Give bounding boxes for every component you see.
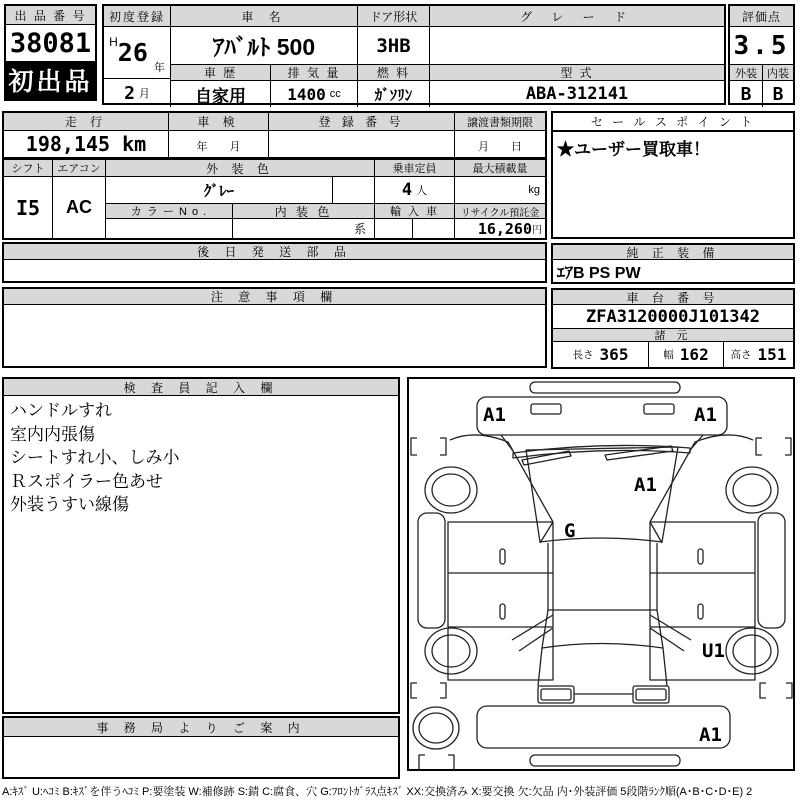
mileage-value: 198,145 km (25, 132, 147, 156)
car-diagram (409, 379, 793, 769)
equipment-header: 純 正 装 備 (553, 245, 793, 260)
aircon-header: エアコン (52, 160, 105, 177)
ext-color-header: 外 装 色 (105, 160, 374, 177)
inspection-header: 車 検 (168, 113, 268, 131)
capacity-header: 乗車定員 (374, 160, 454, 177)
score-header: 評価点 (730, 6, 793, 27)
parts-block (2, 242, 547, 283)
ext-color-extra-cell (332, 177, 374, 203)
cautions-value (4, 305, 545, 366)
spare-tire-inner (419, 713, 453, 743)
door-handle-right-front (698, 549, 703, 564)
length-value: 365 (599, 345, 629, 364)
sales-point-value: ★ユーザー買取車！ (557, 140, 710, 159)
cautions-header: 注 意 事 項 欄 (4, 289, 545, 305)
reg-no-header: 登 録 番 号 (268, 113, 454, 131)
recycle-unit: 円 (532, 225, 542, 236)
inspector-note: シートすれ小、しみ小 (10, 448, 180, 467)
grade-value (429, 27, 724, 64)
mileage-header: 走 行 (4, 113, 168, 131)
auction-number-value: 38081 (9, 27, 92, 59)
tail-light-left-inner (541, 689, 571, 700)
inspector-note: 室内内張傷 (10, 424, 95, 444)
history-header: 車 歴 (170, 64, 270, 81)
transfer-header: 譲渡書類期限 (454, 113, 545, 131)
inspection-value: 年 月 (168, 131, 268, 157)
rear-bumper (477, 706, 730, 748)
a-pillar-fold-left (540, 522, 553, 543)
first-reg-header: 初度登録 (104, 6, 170, 27)
model-code-header: 型 式 (429, 64, 724, 81)
interior-grade-header: 内装 (762, 64, 793, 81)
first-reg-value (104, 27, 170, 78)
inspector-note: ハンドルすれ (10, 401, 112, 420)
int-color-header: 内 装 色 (232, 203, 374, 219)
sales-point-header: セ ー ル ス ポ イ ン ト (553, 113, 793, 132)
length-label: 長さ (572, 349, 594, 361)
c-pillar-fold-right (650, 615, 691, 651)
recycle-value (454, 219, 545, 238)
mark-rear-bumper-right: A1 (699, 724, 722, 746)
import-header: 輸 入 車 (374, 203, 454, 219)
max-load-header: 最大積載量 (454, 160, 545, 177)
first-listing-badge: 初出品 (6, 61, 95, 99)
tire-bracket-front-left (411, 438, 446, 455)
fuel-header: 燃 料 (357, 64, 429, 81)
color-no-header: カ ラ ー N o . (105, 203, 232, 219)
height-label: 高さ (730, 349, 752, 361)
front-molding (530, 382, 680, 393)
import-cell-b (412, 219, 454, 238)
mark-front-bumper-right: A1 (694, 404, 717, 426)
fuel-value: ｶﾞｿﾘﾝ (357, 81, 429, 107)
car-name-header: 車 名 (170, 6, 357, 27)
chassis-block (551, 288, 795, 369)
first-reg-era: H (109, 35, 118, 49)
rear-wheel-right-inner (733, 635, 771, 667)
aircon-value: AC (52, 177, 105, 238)
mark-glass: G (564, 520, 576, 542)
inspector-notes (4, 396, 398, 520)
int-color-suffix: 系 (232, 219, 374, 238)
inspector-note: Ｒスポイラー色あせ (10, 471, 163, 491)
equipment-value: ｴｱB PS PW (557, 264, 641, 282)
cautions-block (2, 287, 547, 368)
tire-bracket-rear-right (760, 683, 792, 698)
history-value: 自家用 (170, 81, 270, 107)
shift-value: I5 (15, 195, 41, 220)
door-handle-left-rear (500, 604, 505, 619)
first-reg-month-cell (104, 78, 170, 107)
max-load-value (454, 177, 545, 203)
a-pillar-fold-right (650, 522, 662, 543)
door-handle-left-front (500, 549, 505, 564)
rear-quarter-left (448, 628, 553, 680)
score-block (728, 4, 795, 105)
interior-grade-value: B (762, 81, 793, 107)
car-diagram-block (407, 377, 795, 771)
parts-value (4, 260, 545, 281)
ext-color-value: ｸﾞﾚｰ (105, 177, 332, 203)
capacity-value (374, 177, 454, 203)
sales-point-block (551, 111, 795, 239)
front-bumper-grille-left (531, 404, 561, 414)
first-reg-year-unit: 年 (153, 62, 165, 74)
color-no-value (105, 219, 232, 238)
reg-no-value (268, 131, 454, 157)
height-value: 151 (757, 345, 787, 364)
door-value: 3HB (357, 27, 429, 64)
displacement-number: 1400 (287, 84, 326, 104)
grade-header: グ レ ー ド (429, 6, 724, 27)
rear-window (542, 610, 663, 648)
equipment-block (551, 243, 795, 284)
chassis-value: ZFA3120000J101342 (586, 306, 760, 327)
max-load-unit: kg (528, 184, 540, 196)
specs-header: 諸 元 (553, 328, 793, 342)
front-bumper-grille-right (644, 404, 674, 414)
spec-grid (2, 158, 547, 240)
door-header: ドア形状 (357, 6, 429, 27)
displacement-value (270, 81, 357, 107)
front-wheel-left-inner (432, 474, 470, 506)
first-reg-month-unit: 月 (138, 88, 150, 100)
score-value: 3.5 (733, 30, 790, 61)
car-name-value: ｱﾊﾞﾙﾄ 500 (170, 27, 357, 64)
width-value: 162 (679, 345, 709, 364)
chassis-header: 車 台 番 号 (553, 290, 793, 305)
sill-left (418, 513, 445, 628)
height-cell (723, 342, 793, 367)
width-label: 幅 (663, 349, 674, 361)
rear-wheel-left-inner (432, 635, 470, 667)
mark-rear-quarter-right: U1 (702, 640, 725, 662)
mark-windshield: A1 (634, 474, 657, 496)
shift-header: シフト (4, 160, 52, 177)
recycle-header: リサイクル預託金 (454, 203, 545, 219)
inspector-note: 外装うすい線傷 (10, 495, 129, 514)
first-reg-month: 2 (124, 82, 135, 104)
recycle-number: 16,260 (477, 219, 532, 238)
auction-number-header: 出 品 番 号 (6, 6, 95, 25)
mark-front-bumper-left: A1 (483, 404, 506, 426)
parts-header: 後 日 発 送 部 品 (4, 244, 545, 260)
capacity-number: 4 (401, 180, 413, 200)
sill-right (758, 513, 785, 628)
office-block (2, 716, 400, 779)
exterior-grade-header: 外装 (730, 64, 762, 81)
mileage-row (2, 111, 547, 159)
office-header: 事 務 局 よ り ご 案 内 (4, 718, 398, 737)
auction-number-block (4, 4, 97, 101)
first-reg-year: 26 (117, 38, 148, 67)
model-code-value: ABA-312141 (429, 81, 724, 107)
exterior-grade-value: B (740, 83, 752, 105)
displacement-unit: cc (329, 88, 341, 100)
inspector-header: 検 査 員 記 入 欄 (4, 379, 398, 396)
displacement-header: 排 気 量 (270, 64, 357, 81)
door-handle-right-rear (698, 604, 703, 619)
width-cell (648, 342, 723, 367)
tire-bracket-rear-left (411, 683, 446, 698)
front-bumper (477, 397, 727, 435)
office-value (4, 737, 398, 777)
tire-bracket-front-right (756, 438, 791, 455)
capacity-unit: 人 (416, 185, 428, 197)
tire-bracket-spare (419, 755, 454, 769)
front-wheel-right-inner (733, 474, 771, 506)
legend-line: A:ｷｽﾞ U:ﾍｺﾐ B:ｷｽﾞを伴うﾍｺﾐ P:要塗装 W:補修跡 S:錆 C:腐食、穴 G:ﾌﾛﾝﾄｶﾞﾗｽ点ｷｽﾞ XX:交換済み X:要交換 欠:欠品 内･外装評価 5段階ﾗﾝｸ順(A･B･C･D･E) 2 (2, 786, 753, 798)
length-cell (553, 342, 648, 367)
tail-light-right-inner (636, 689, 666, 700)
transfer-value: 月 日 (454, 131, 545, 157)
rear-molding (530, 755, 680, 766)
top-main-block (102, 4, 726, 105)
inspector-block (2, 377, 400, 714)
import-cell-a (374, 219, 412, 238)
